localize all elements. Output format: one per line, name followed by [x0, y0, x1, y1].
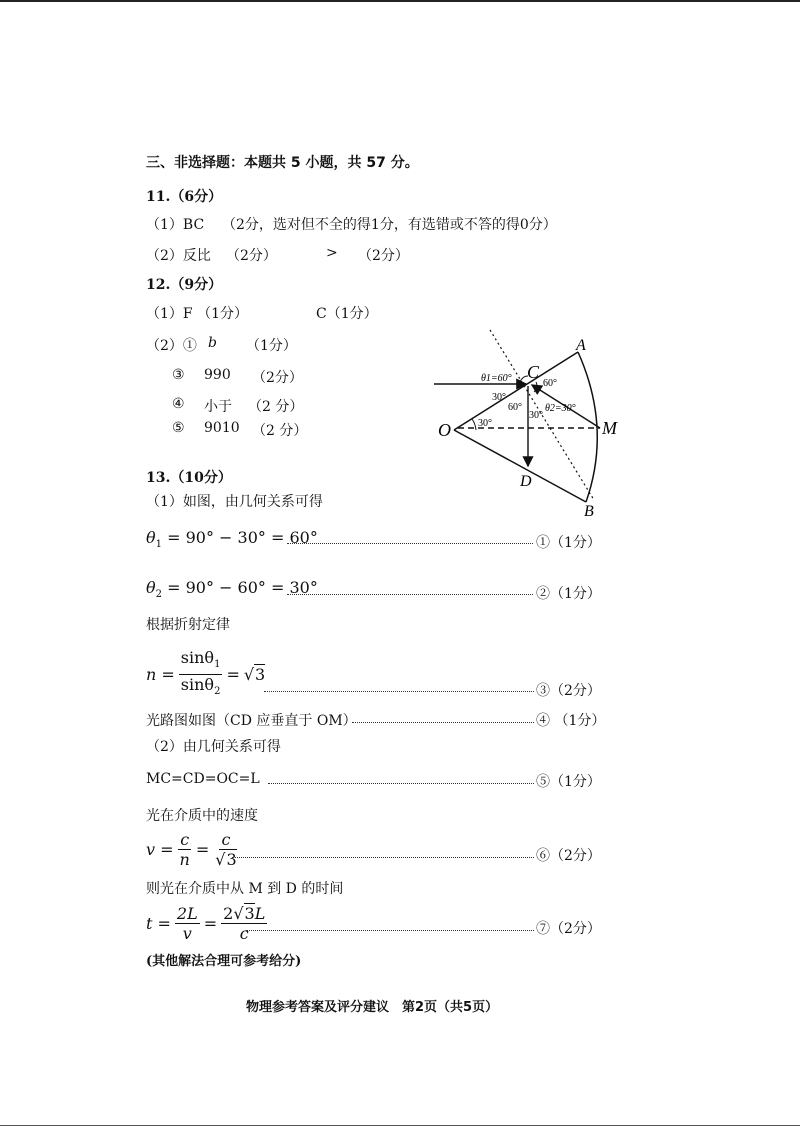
q13-part1-intro: （1）如图，由几何关系可得 [146, 494, 323, 510]
q12-item4-mark: ④ [172, 396, 185, 412]
q11-line2-symbol: > [326, 245, 338, 261]
eq1-mark: ①（1分） [536, 535, 601, 551]
q12-line1-b: C（1分） [316, 306, 378, 322]
eq7-leader [246, 930, 534, 931]
light-path-text: 光路图如图（CD 应垂直于 OM） [146, 713, 357, 729]
refraction-law-text: 根据折射定律 [146, 617, 230, 633]
eq7-num2-coef: 2 [223, 904, 234, 923]
q12-item3-score: （2分） [252, 370, 303, 386]
q12-item3-mark: ③ [172, 367, 185, 383]
eq3-num: sinθ [180, 648, 215, 667]
label-O: O [438, 420, 451, 440]
equation-lengths: MC=CD=OC=L [146, 771, 260, 787]
time-text: 则光在介质中从 M 到 D 的时间 [146, 881, 344, 897]
label-A: A [576, 337, 586, 354]
eq7-fraction1 [175, 904, 200, 943]
q12-line2-value: b [208, 335, 217, 351]
eq5-mark: ⑤（1分） [536, 774, 601, 790]
equation-theta1 [146, 528, 318, 550]
eq3-mark: ③（2分） [536, 683, 601, 699]
eq7-num1: 2L [176, 904, 198, 923]
eq2-sub: 2 [155, 589, 163, 601]
eq7-num2: 2√3L [223, 904, 266, 923]
eq2-rhs: = 90° − 60° = 30° [162, 578, 318, 597]
eq3-equals: = [226, 665, 240, 685]
q11-line2-score-b: （2分） [358, 248, 409, 264]
q11-line2-score-a: （2分） [226, 248, 277, 264]
q12-item4-score: （2 分） [248, 399, 304, 415]
eq7-den1: v [182, 924, 192, 943]
label-M: M [602, 418, 617, 438]
eq5-leader [268, 783, 534, 784]
q12-line2-score: （1分） [246, 338, 297, 354]
optics-diagram [430, 322, 630, 522]
eq3-n: n = [146, 665, 175, 685]
label-theta2: θ2=30° [545, 403, 576, 414]
eq6-leader [232, 857, 534, 858]
eq6-den2: √3 [215, 850, 237, 869]
q12-item5-score: （2 分） [252, 423, 308, 439]
equation-speed [146, 830, 239, 869]
top-border [0, 0, 800, 2]
eq7-t: t = [146, 914, 171, 933]
eq6-fraction1 [178, 830, 192, 869]
equation-time [146, 904, 267, 943]
q12-item4-value: 小于 [204, 399, 232, 415]
eq7-fraction2 [221, 904, 267, 943]
eq7-num2-L: L [254, 904, 266, 923]
q13-heading: 13.（10分） [146, 470, 232, 486]
eq2-mark: ②（1分） [536, 586, 601, 602]
eq1-rhs: = 90° − 30° = 60° [162, 528, 318, 547]
q12-line2-num: （2）① [146, 338, 197, 354]
edge-OA [454, 352, 578, 430]
eq3-den-sub: 2 [214, 686, 221, 698]
eq6-fraction2 [213, 830, 238, 869]
label-theta1: θ1=60° [481, 373, 512, 384]
eq6-num2: c [221, 830, 231, 849]
eq3-den: sinθ [180, 675, 215, 695]
q11-heading: 11.（6分） [146, 189, 223, 205]
q12-item5-value: 9010 [204, 420, 240, 436]
label-angle-60-below: 60° [508, 402, 522, 413]
label-angle-30-below: 30° [529, 410, 543, 421]
eq6-den1: n [179, 850, 190, 869]
q12-line1-a: （1）F （1分） [146, 306, 248, 322]
label-D: D [520, 473, 532, 490]
q12-item5-mark: ⑤ [172, 420, 185, 436]
label-angle-30-O: 30° [478, 418, 492, 429]
eq6-num1: c [180, 830, 190, 849]
edge-OB [454, 430, 586, 502]
section-title: 三、非选择题：本题共 5 小题，共 57 分。 [146, 155, 419, 171]
bottom-border [0, 1125, 800, 1126]
eq1-leader [287, 543, 533, 544]
light-path-leader [352, 722, 534, 723]
eq1-theta: θ [146, 528, 156, 547]
q13-part2-intro: （2）由几何关系可得 [146, 739, 281, 755]
eq3-radicand: 3 [255, 665, 266, 685]
eq7-radicand: 3 [244, 904, 255, 923]
q12-item3-value: 990 [204, 367, 231, 383]
eq2-theta: θ [146, 578, 156, 597]
label-C: C [527, 362, 540, 382]
equation-theta2 [146, 578, 318, 600]
q11-line1-answer: （1）BC [146, 217, 205, 233]
eq3-leader [264, 691, 534, 692]
page-footer: 物理参考答案及评分建议 第2页（共5页） [246, 1000, 499, 1015]
speed-text: 光在介质中的速度 [146, 808, 258, 824]
eq1-sub: 1 [155, 539, 163, 551]
eq3-sqrt: √3 [243, 665, 266, 685]
other-methods-note: (其他解法合理可参考给分) [146, 954, 302, 969]
eq3-num-sub: 1 [214, 659, 221, 671]
label-B: B [584, 503, 594, 520]
eq7-den2: c [239, 924, 249, 943]
light-path-mark: ④ （1分） [536, 713, 606, 729]
arc-AB [578, 352, 597, 502]
eq7-equals: = [203, 914, 218, 933]
eq6-mark: ⑥（2分） [536, 848, 601, 864]
eq6-v: v = [146, 840, 174, 859]
q12-heading: 12.（9分） [146, 277, 223, 293]
eq2-leader [287, 594, 533, 595]
q11-line2-answer: （2）反比 [146, 248, 211, 264]
equation-refraction-index [146, 648, 265, 701]
label-angle-30-left: 30° [492, 392, 506, 403]
eq6-radicand: 3 [226, 850, 237, 869]
eq7-mark: ⑦（2分） [536, 921, 601, 937]
eq6-equals: = [195, 840, 210, 859]
q11-line1-score: （2分，选对但不全的得1分，有选错或不答的得0分） [222, 217, 557, 233]
eq3-fraction [179, 648, 223, 701]
label-angle-60-right: 60° [543, 378, 557, 389]
